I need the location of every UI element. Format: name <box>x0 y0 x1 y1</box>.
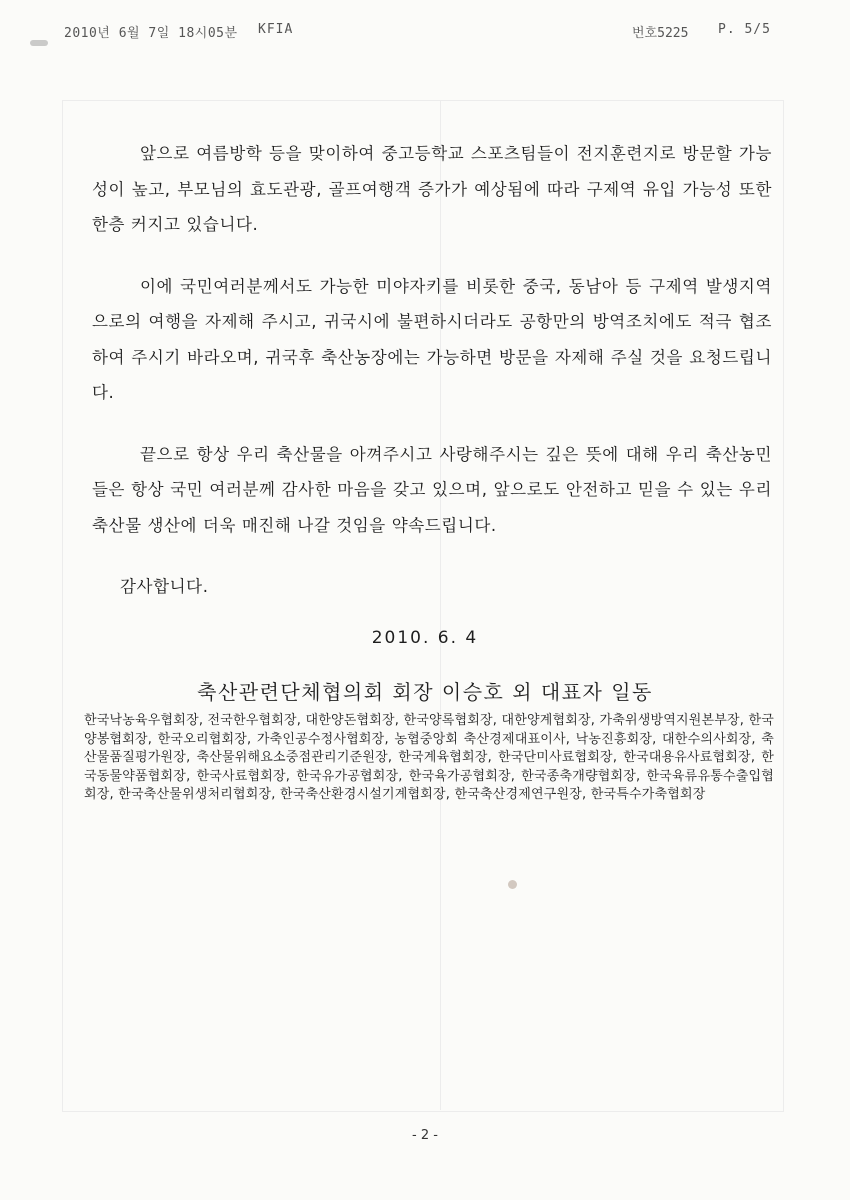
organization-list: 한국낙농육우협회장, 전국한우협회장, 대한양돈협회장, 한국양록협회장, 대한양계협회장, 가축위생방역지원본부장, 한국양봉협회장, 한국오리협회장, 가축인공수정사협회장, 농협중앙회 축산경제대표이사, 낙농진흥회장, 대한수의사회장, 축산물품질평가원장, 축산물위해요소중점관리기준원장, 한국계육협회장, 한국단미사료협회장, 한국대용유사료협회장, 한국동물약품협회장, 한국사료협회장, 한국유가공협회장, 한국육가공협회장, 한국종축개량협회장, 한국육류유통수출입협회장, 한국축산물위생처리협회장, 한국축산환경시설기계협회장, 한국축산경제연구원장, 한국특수가축협회장 <box>84 713 774 802</box>
scan-smudge <box>30 40 48 46</box>
paragraph-1: 앞으로 여름방학 등을 맞이하여 중고등학교 스포츠팀들이 전지훈련지로 방문할 가능성이 높고, 부모님의 효도관광, 골프여행객 증가가 예상됨에 따라 구제역 유입 가능성 또한 한층 커지고 있습니다. <box>92 144 772 234</box>
page-number: - 2 - <box>412 1128 438 1143</box>
closing-thanks: 감사합니다. <box>120 577 209 596</box>
scan-speck <box>508 880 517 889</box>
letter-date: 2010. 6. 4 <box>371 628 479 648</box>
fax-number: 번호5225 <box>632 26 689 41</box>
letter-body <box>92 136 772 631</box>
paragraph-3: 끝으로 항상 우리 축산물을 아껴주시고 사랑해주시는 깊은 뜻에 대해 우리 축산농민들은 항상 국민 여러분께 감사한 마음을 갖고 있으며, 앞으로도 안전하고 믿을 수 있는 우리 축산물 생산에 더욱 매진해 나갈 것임을 약속드립니다. <box>92 444 772 535</box>
fax-datetime: 2010년 6월 7일 18시05분 <box>64 26 238 41</box>
fax-header <box>0 22 850 44</box>
signatory-title: 축산관련단체협의회 회장 이승호 외 대표자 일동 <box>197 680 653 704</box>
fax-sender: KFIA <box>258 22 294 37</box>
fax-page-indicator: P. 5/5 <box>718 22 771 37</box>
paragraph-2: 이에 국민여러분께서도 가능한 미야자키를 비롯한 중국, 동남아 등 구제역 발생지역으로의 여행을 자제해 주시고, 귀국시에 불편하시더라도 공항만의 방역조치에도 적극 협조하여 주시기 바라오며, 귀국후 축산농장에는 가능하면 방문을 자제해 주실 것을 요청드립니다. <box>92 276 772 402</box>
